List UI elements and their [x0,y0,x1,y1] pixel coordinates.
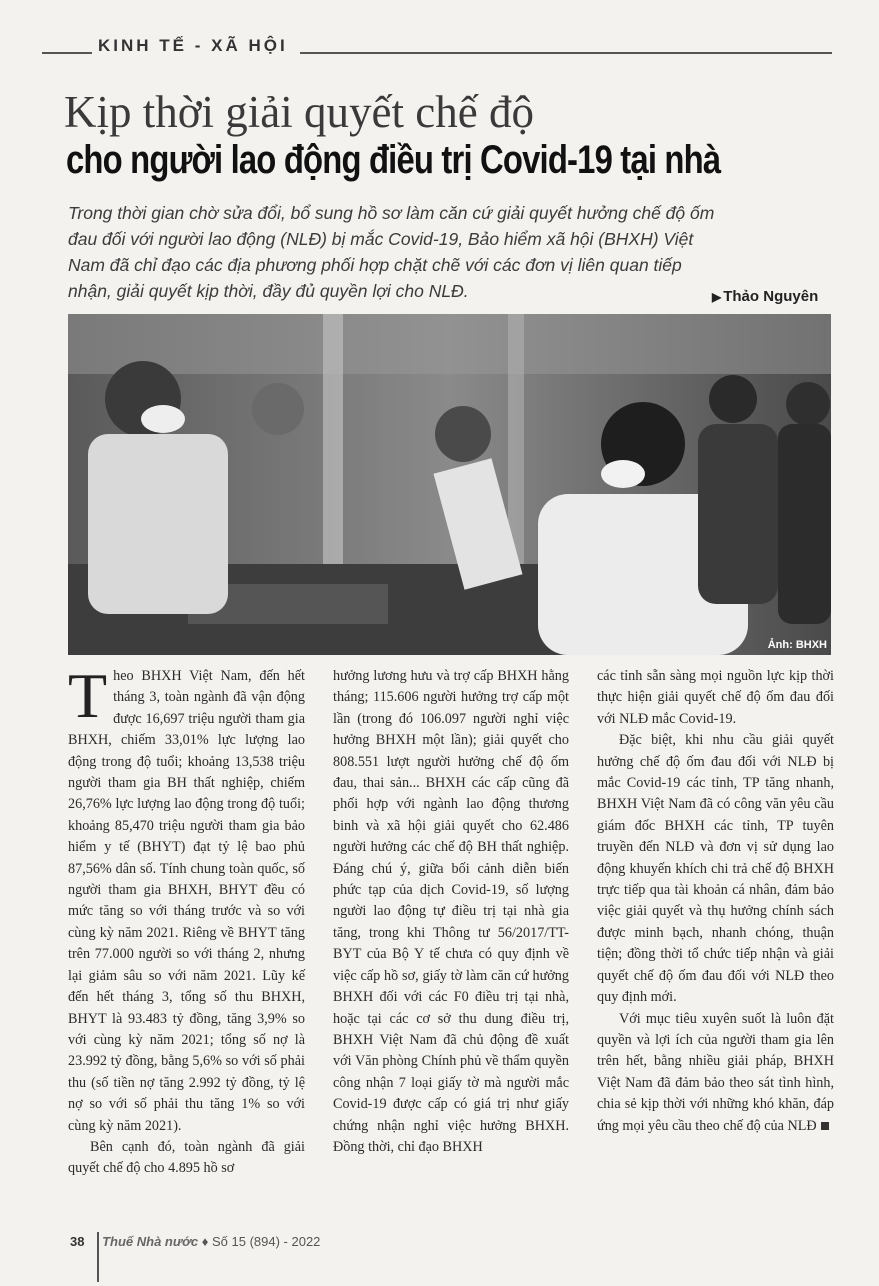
article-column-1 [68,660,305,1180]
body-paragraph: các tỉnh sẵn sàng mọi nguồn lực kịp thời thực hiện giải quyết chế độ ốm đau đối với NLĐ mắc Covid-19. [597,668,834,727]
lead-paragraph: Trong thời gian chờ sửa đổi, bổ sung hồ sơ làm căn cứ giải quyết hưởng chế độ ốm đau đối với người lao động (NLĐ) bị mắc Covid-19, Bảo hiểm xã hội (BHXH) Việt Nam đã chỉ đạo các địa phương phối hợp chặt chẽ với các đơn vị liên quan tiếp nhận, giải quyết kịp thời, đầy đủ quyền lợi cho NLĐ. [68,203,715,301]
footer-separator: ♦ [201,1234,209,1249]
section-rule-right [300,52,832,54]
drop-cap: T [68,660,108,731]
issue-number: Số 15 (894) - 2022 [212,1234,321,1249]
headline-line-2: cho người lao động điều trị Covid-19 tại nhà [66,138,721,182]
page-number: 38 [70,1234,85,1249]
author-name: Thảo Nguyên [723,288,819,305]
page-footer [70,1234,320,1249]
body-paragraph: hưởng lương hưu và trợ cấp BHXH hằng tháng; 115.606 người hưởng trợ cấp một lần (trong đó 106.097 người nghỉ việc hưởng BHXH một lần); giải quyết cho 808.551 lượt người hưởng chế độ ốm đau, thai sản... BHXH các cấp cũng đã phối hợp với ngành lao động thương binh và xã hội giải quyết cho 62.486 người hưởng các chế độ BH thất nghiệp. Đáng chú ý, giữa bối cảnh diễn biến phức tạp của dịch Covid-19, số lượng người lao động tự điều trị tại nhà gia tăng, trong khi Thông tư 56/2017/TT-BYT của Bộ Y tế chưa có quy định về việc cấp hồ sơ, giấy tờ làm căn cứ hưởng BHXH đối với các F0 điều trị tại nhà, hoặc tại các cơ sở thu dung điều trị, BHXH Việt Nam đã chủ động đề xuất với Văn phòng Chính phủ về thẩm quyền công nhận 7 loại giấy tờ mà người mắc Covid-19 được cấp có giá trị như giấy chứng nhận nghỉ việc hưởng BHXH. Đồng thời, chỉ đạo BHXH [333,668,569,1155]
author-byline [712,288,818,305]
body-paragraph: Đặc biệt, khi nhu cầu giải quyết hưởng chế độ ốm đau đối với NLĐ bị mắc Covid-19 các tỉnh, TP tăng nhanh, BHXH Việt Nam đã có công văn yêu cầu giám đốc BHXH các tỉnh, TP tuyên truyền đến NLĐ và đơn vị sử dụng lao động khuyến khích chi trả chế độ BHXH trực tiếp qua tài khoản cá nhân, đảm bảo việc giải quyết và thụ hưởng chính sách được minh bạch, nhanh chóng, thuận tiện; đồng thời tổ chức tiếp nhận và giải quyết chế độ ốm đau đối với NLĐ theo quy định mới. [597,732,834,1006]
magazine-name: Thuế Nhà nước [102,1234,199,1249]
photo-credit: Ảnh: BHXH [767,639,827,651]
section-label: KINH TẾ - XÃ HỘI [98,36,288,55]
body-paragraph: heo BHXH Việt Nam, đến hết tháng 3, toàn ngành đã vận động được 16,697 triệu người tham gia BHXH, chiếm 33,01% lực lượng lao động trong độ tuổi; khoảng 13,538 triệu người tham gia BH thất nghiệp, chiếm 26,76% lực lượng lao động trong độ tuổi; khoảng 85,470 triệu người tham gia bảo hiểm y tế (BHYT) đạt tỷ lệ bao phủ 87,56% dân số. Tính chung toàn quốc, số người tham gia BHXH, BHYT đều có mức tăng so với tháng trước và so với cùng kỳ năm 2021. Riêng về BHYT tăng trên 77.000 người so với tháng 2, nhưng lại giảm sâu so với năm 2021. Lũy kế đến hết tháng 3, tổng số thu BHXH, BHYT là 93.483 tỷ đồng, tăng 3,9% so với cùng kỳ năm 2021; tổng số nợ là 23.992 tỷ đồng, bằng 5,6% so với số phải thu (số tiền nợ tăng 2.992 tỷ đồng, tỷ lệ nợ so với số phải thu tăng 1% so với cùng kỳ năm 2021). [68,668,305,1134]
byline-arrow-icon: ▶ [712,290,722,304]
article-photo [68,314,831,655]
photo-image [68,314,831,655]
end-mark-icon [821,1122,829,1130]
article-column-2 [333,666,569,1158]
body-paragraph: Với mục tiêu xuyên suốt là luôn đặt quyền và lợi ích của người tham gia lên trên hết, bằng nhiều giải pháp, BHXH Việt Nam đã đảm bảo theo sát tình hình, chia sẻ kịp thời với những khó khăn, đáp ứng mọi yêu cầu theo chế độ của NLĐ [597,1010,834,1134]
body-paragraph: Bên cạnh đó, toàn ngành đã giải quyết chế độ cho 4.895 hồ sơ [68,1138,305,1177]
headline-line-1: Kịp thời giải quyết chế độ [64,87,534,137]
article-column-3 [597,666,834,1137]
section-rule-left [42,52,92,54]
